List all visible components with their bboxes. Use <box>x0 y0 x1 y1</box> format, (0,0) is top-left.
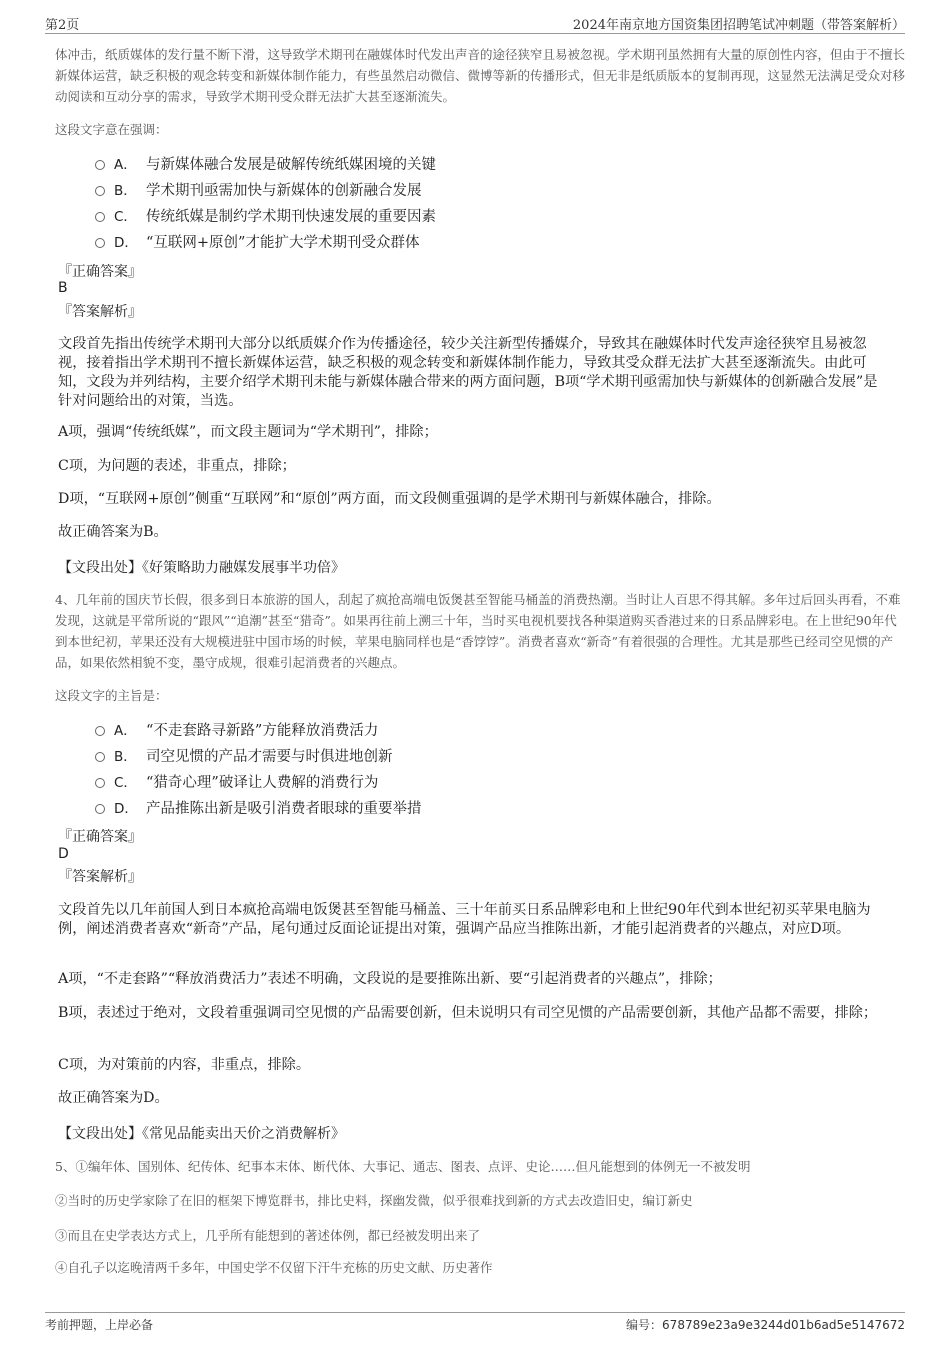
q4-analysis-label: 『答案解析』 <box>58 869 142 885</box>
q3-option-c[interactable]: C． 传统纸媒是制约学术期刊快速发展的重要因素 <box>95 202 436 228</box>
option-text: 学术期刊亟需加快与新媒体的创新融合发展 <box>146 182 422 199</box>
radio-icon[interactable] <box>95 212 105 222</box>
option-text: 司空见惯的产品才需要与时俱进地创新 <box>146 748 393 765</box>
q4-analysis-a: A项，“不走套路”“释放消费活力”表述不明确，文段说的是要推陈出新、要“引起消费者的兴趣点”，排除； <box>58 971 722 987</box>
radio-icon[interactable] <box>95 160 105 170</box>
radio-icon[interactable] <box>95 778 105 788</box>
radio-icon[interactable] <box>95 726 105 736</box>
radio-icon[interactable] <box>95 804 105 814</box>
q3-analysis-main: 文段首先指出传统学术期刊大部分以纸质媒介作为传播途径，较少关注新型传播媒介，导致其在融媒体时代发声途径狭窄且易被忽视，接着指出学术期刊不擅长新媒体运营，缺乏积极的观念转变和新媒体制作能力，导致其受众群无法扩大甚至逐渐流失。由此可知，文段为并列结构，主要介绍学术期刊未能与新媒体融合带来的两方面问题，B项“学术期刊亟需加快与新媒体的创新融合发展”是针对问题给出的对策，当选。 <box>58 336 878 409</box>
q3-option-d[interactable]: D． “互联网+原创”才能扩大学术期刊受众群体 <box>95 228 436 254</box>
q4-option-a[interactable]: A． “不走套路寻新路”方能释放消费活力 <box>95 716 422 742</box>
page-footer <box>45 1312 905 1332</box>
q4-source: 【文段出处】《常见品能卖出天价之消费解析》 <box>58 1126 345 1142</box>
q3-analysis-d: D项，“互联网+原创”侧重“互联网”和“原创”两方面，而文段侧重强调的是学术期刊与新媒体融合，排除。 <box>58 491 721 507</box>
radio-icon[interactable] <box>95 238 105 248</box>
option-text: 产品推陈出新是吸引消费者眼球的重要举措 <box>146 800 422 817</box>
q4-analysis-b: B项，表述过于绝对，文段着重强调司空见惯的产品需要创新，但未说明只有司空见惯的产品需要创新，其他产品都不需要，排除； <box>58 1005 878 1021</box>
q4-passage: 4、几年前的国庆节长假，很多到日本旅游的国人，刮起了疯抢高端电饭煲甚至智能马桶盖的消费热潮。当时让人百思不得其解。多年过后回头再看，不难发现，这就是平常所说的“跟风”“追潮”甚至“猎奇”。如果再往前上溯三十年，当时买电视机要找各种渠道购买香港过来的日系品牌彩电。在上世纪90年代到本世纪初，苹果还没有大规模进驻中国市场的时候，苹果电脑同样也是“香饽饽”。消费者喜欢“新奇”有着很强的合理性。尤其是那些已经司空见惯的产品，如果依然相貌不变，墨守成规，很难引起消费者的兴趣点。 <box>55 592 901 670</box>
q3-analysis-a: A项，强调“传统纸媒”，而文段主题词为“学术期刊”，排除； <box>58 424 438 440</box>
radio-icon[interactable] <box>95 186 105 196</box>
option-text: 传统纸媒是制约学术期刊快速发展的重要因素 <box>146 208 436 225</box>
q4-options <box>95 716 422 820</box>
q4-analysis-c: C项，为对策前的内容，非重点，排除。 <box>58 1057 311 1073</box>
q3-analysis-label: 『答案解析』 <box>58 304 142 320</box>
option-text: 与新媒体融合发展是破解传统纸媒困境的关键 <box>146 156 436 173</box>
q4-answer: D <box>58 846 69 862</box>
q3-prompt: 这段文字意在强调： <box>55 122 168 137</box>
q3-analysis-c: C项，为问题的表述，非重点，排除； <box>58 458 296 474</box>
footer-slogan: 考前押题，上岸必备 <box>45 1318 154 1332</box>
q5-sentence-4: ④自孔子以迄晚清两千多年，中国史学不仅留下汗牛充栋的历史文献、历史著作 <box>55 1260 493 1275</box>
q3-passage: 体冲击，纸质媒体的发行量不断下滑，这导致学术期刊在融媒体时代发出声音的途径狭窄且易被忽视。学术期刊虽然拥有大量的原创性内容，但由于不擅长新媒体运营，缺乏积极的观念转变和新媒体制作能力，有些虽然启动微信、微博等新的传播形式，但无非是纸质版本的复制再现，这显然无法满足受众对移动阅读和互动分享的需求，导致学术期刊受众群无法扩大甚至逐渐流失。 <box>55 47 906 104</box>
q5-sentence-3: ③而且在史学表达方式上，几乎所有能想到的著述体例，都已经被发明出来了 <box>55 1228 481 1243</box>
q4-conclusion: 故正确答案为D。 <box>58 1090 169 1106</box>
q4-option-c[interactable]: C． “猎奇心理”破译让人费解的消费行为 <box>95 768 422 794</box>
option-text: “不走套路寻新路”方能释放消费活力 <box>146 722 379 739</box>
document-code: 编号：678789e23a9e3244d01b6ad5e5147672 <box>626 1318 905 1332</box>
q4-option-d[interactable]: D． 产品推陈出新是吸引消费者眼球的重要举措 <box>95 794 422 820</box>
document-title: 2024年南京地方国资集团招聘笔试冲刺题（带答案解析） <box>572 18 905 33</box>
q4-analysis-main: 文段首先以几年前国人到日本疯抢高端电饭煲甚至智能马桶盖、三十年前买日系品牌彩电和上世纪90年代到本世纪初买苹果电脑为例，阐述消费者喜欢“新奇”产品，尾句通过反面论证提出对策，强调产品应当推陈出新，才能引起消费者的兴趣点，对应D项。 <box>58 902 871 937</box>
option-text: “猎奇心理”破译让人费解的消费行为 <box>146 774 379 791</box>
radio-icon[interactable] <box>95 752 105 762</box>
q3-source: 【文段出处】《好策略助力融媒发展事半功倍》 <box>58 560 345 576</box>
q5-sentence-2: ②当时的历史学家除了在旧的框架下博览群书，排比史料，探幽发微，似乎很难找到新的方式去改造旧史，编订新史 <box>55 1193 693 1208</box>
option-text: “互联网+原创”才能扩大学术期刊受众群体 <box>146 234 420 251</box>
page-header <box>45 14 905 34</box>
q3-options <box>95 150 436 254</box>
q3-option-b[interactable]: B． 学术期刊亟需加快与新媒体的创新融合发展 <box>95 176 436 202</box>
q3-option-a[interactable]: A． 与新媒体融合发展是破解传统纸媒困境的关键 <box>95 150 436 176</box>
q3-answer-label: 『正确答案』 <box>58 264 142 280</box>
q4-answer-label: 『正确答案』 <box>58 829 142 845</box>
q3-conclusion: 故正确答案为B。 <box>58 524 168 540</box>
q4-option-b[interactable]: B． 司空见惯的产品才需要与时俱进地创新 <box>95 742 422 768</box>
page-number: 第2页 <box>45 18 80 33</box>
q5-sentence-1: 5、①编年体、国别体、纪传体、纪事本末体、断代体、大事记、通志、图表、点评、史论……但凡能想到的体例无一不被发明 <box>55 1159 751 1174</box>
q3-answer: B <box>58 280 68 296</box>
q4-prompt: 这段文字的主旨是： <box>55 688 168 703</box>
